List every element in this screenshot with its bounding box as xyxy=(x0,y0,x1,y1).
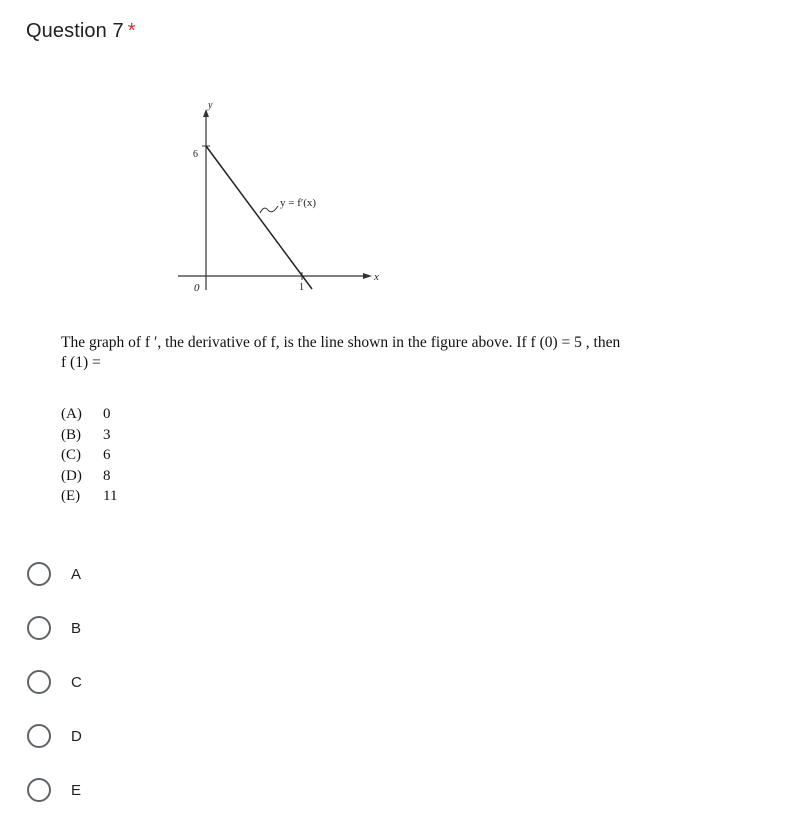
derivative-line xyxy=(206,146,312,289)
question-title xyxy=(26,20,136,43)
problem-line-2: f (1) = xyxy=(61,354,101,371)
choice-letter: (A) xyxy=(61,406,82,422)
choice-value: 11 xyxy=(103,488,118,504)
problem-statement xyxy=(61,333,761,373)
option-label-b: B xyxy=(71,619,82,637)
option-b[interactable] xyxy=(27,601,82,655)
curve-label: y = f′(x) xyxy=(280,197,317,209)
choice-value: 8 xyxy=(103,467,111,484)
option-e[interactable] xyxy=(27,763,82,817)
origin-label: 0 xyxy=(194,282,200,294)
required-asterisk: * xyxy=(127,20,136,42)
y-axis-label: y xyxy=(208,100,213,111)
radio-button-e[interactable] xyxy=(27,778,51,802)
radio-options xyxy=(27,547,82,817)
choice-letter: (D) xyxy=(61,467,82,484)
option-label-a: A xyxy=(71,565,82,583)
option-label-d: D xyxy=(71,727,82,745)
x-intercept-label: 1 xyxy=(299,282,304,293)
choice-value: 0 xyxy=(103,406,111,422)
choice-row-e xyxy=(61,486,117,507)
x-axis-label: x xyxy=(374,271,379,283)
option-label-e: E xyxy=(71,781,82,799)
option-d[interactable] xyxy=(27,709,82,763)
radio-button-d[interactable] xyxy=(27,724,51,748)
choice-value: 6 xyxy=(103,447,111,463)
question-title-text: Question 7 xyxy=(26,20,124,42)
choice-row-a xyxy=(61,404,117,425)
radio-button-b[interactable] xyxy=(27,616,51,640)
derivative-graph-figure xyxy=(160,95,390,305)
problem-line-1: The graph of f ′, the derivative of f, is the line shown in the figure above. If f (0) = 5 , then xyxy=(61,334,621,351)
option-label-c: C xyxy=(71,673,82,691)
choice-letter: (E) xyxy=(61,488,81,504)
choice-row-b xyxy=(61,425,117,446)
choice-value: 3 xyxy=(103,426,111,443)
choice-row-c xyxy=(61,445,117,466)
choice-row-d xyxy=(61,466,117,487)
option-c[interactable] xyxy=(27,655,82,709)
answer-choices-list xyxy=(61,404,117,507)
option-a[interactable] xyxy=(27,547,82,601)
choice-letter: (B) xyxy=(61,426,81,443)
y-intercept-label: 6 xyxy=(193,149,198,160)
derivative-graph-svg xyxy=(160,95,390,305)
choice-letter: (C) xyxy=(61,447,81,463)
radio-button-a[interactable] xyxy=(27,562,51,586)
radio-button-c[interactable] xyxy=(27,670,51,694)
label-pointer xyxy=(260,206,278,213)
x-axis-arrow xyxy=(363,273,372,279)
